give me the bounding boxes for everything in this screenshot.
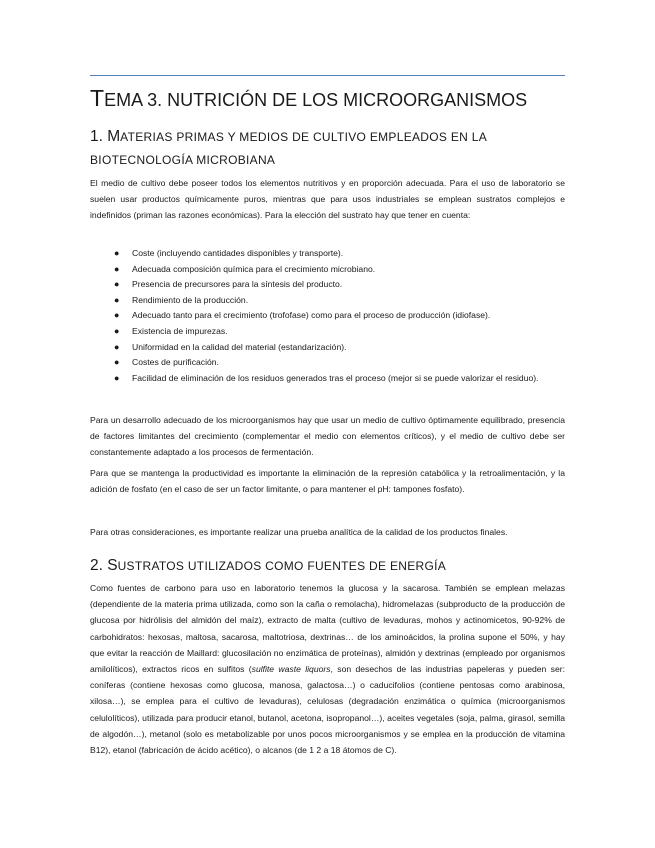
bullet-icon: ● bbox=[114, 372, 120, 383]
list-item: ● Adecuado tanto para el crecimiento (trofofase) como para el proceso de producción (idiofase). bbox=[90, 308, 565, 324]
title-rule bbox=[90, 75, 565, 76]
section-2-heading bbox=[90, 555, 565, 577]
bullet-icon: ● bbox=[114, 263, 120, 274]
bullet-icon: ● bbox=[114, 294, 120, 305]
list-item: ● Facilidad de eliminación de los residuos generados tras el proceso (mejor si se puede valorizar el residuo). bbox=[90, 371, 565, 387]
list-item: ● Rendimiento de la producción. bbox=[90, 293, 565, 309]
list-item: ● Adecuada composición química para el crecimiento microbiano. bbox=[90, 262, 565, 278]
bullet-icon: ● bbox=[114, 357, 120, 368]
section-1-paragraph-3: Para que se mantenga la productividad es importante la eliminación de la represión catabólica y la retroalimentación, y la adición de fosfato (en el caso de ser un factor limitante, o para mantener el pH: tampones fosfato). bbox=[90, 468, 565, 495]
section-2-heading-rest: USTRATOS UTILIZADOS COMO FUENTES DE ENERGÍA bbox=[117, 559, 447, 573]
list-item: ● Costes de purificación. bbox=[90, 355, 565, 371]
title-initial: T bbox=[90, 85, 105, 111]
section-1-heading-line2: BIOTECNOLOGÍA MICROBIANA bbox=[90, 153, 276, 167]
italic-term: sulfite waste liquors bbox=[251, 664, 331, 675]
list-item: ● Existencia de impurezas. bbox=[90, 324, 565, 340]
bullet-icon: ● bbox=[114, 279, 120, 290]
list-item: ● Uniformidad en la calidad del material (estandarización). bbox=[90, 340, 565, 356]
section-1-intro: El medio de cultivo debe poseer todos los elementos nutritivos y en proporción adecuada. Para el uso de laboratorio se suelen usar productos químicamente puros, mientras que para usos industriales se emplean sustratos complejos e indefinidos (priman las razones económicas). Para la elección del sustrato hay que tener en cuenta: bbox=[90, 178, 565, 221]
section-1-heading bbox=[90, 127, 565, 173]
bullet-icon: ● bbox=[114, 248, 120, 258]
list-item: ● Presencia de precursores para la síntesis del producto. bbox=[90, 277, 565, 293]
title-part-2: UTRICIÓN DE LOS MICROORGANISMOS bbox=[180, 90, 528, 110]
section-1-paragraph-2: Para un desarrollo adecuado de los microorganismos hay que usar un medio de cultivo óptimamente equilibrado, presencia de factores limitantes del crecimiento (complementar el medio con elementos críticos), y el medio de cultivo debe ser constantemente adaptado a los procesos de fermentación. bbox=[90, 415, 565, 458]
section-1-paragraph-4: Para otras consideraciones, es importante realizar una prueba analítica de la calidad de los productos finales. bbox=[90, 527, 508, 537]
page-title bbox=[90, 84, 565, 114]
list-item: ● Coste (incluyendo cantidades disponibles y transporte). bbox=[90, 246, 565, 262]
title-part-1: EMA 3. N bbox=[104, 90, 181, 110]
section-2-number: 2. S bbox=[90, 557, 118, 574]
criteria-list bbox=[90, 246, 565, 386]
section-1-heading-rest: ATERIAS PRIMAS Y MEDIOS DE CULTIVO EMPLEADOS EN LA bbox=[120, 130, 488, 144]
section-1-number: 1. M bbox=[90, 128, 121, 145]
section-2-paragraph: Como fuentes de carbono para uso en laboratorio tenemos la glucosa y la sacarosa. También se emplean melazas (dependiente de la materia prima utilizada, como son la caña o remolacha), hidromelazas (subproducto de la producción de glucosa por hidrólisis del almidón del maíz), extracto de malta (cultivo de levaduras, mohos y actinomicetos, 90-92% de carbohidratos: hexosas, maltosa, sacarosa, maltotriosa, dextrinas… de los aminoácidos, la prolina supone el 50%, y hay que evitar la reacción de Maillard: glucosilación no enzimática de proteínas), almidón y dextrinas (empleado por organismos amilolíticos), extractos ricos en sulfitos (sulfite waste liquors, son desechos de las industrias papeleras y pueden ser: coníferas (contiene hexosas como glucosa, manosa, galactosa…) o caducifolios (contiene pentosas como arabinosa, xilosa…), se emplea para el cultivo de levaduras), celulosas (degradación enzimática o química (microorganismos celulolíticos), utilizada para producir etanol, butanol, acetona, isopropanol…), aceites vegetales (soja, palma, girasol, semilla de algodón…), metanol (solo es metabolizable por unos pocos microorganismos y se emplea en la producción de vitamina B12), etanol (fabricación de ácido acético), o alcanos (de 1 2 a 18 átomos de C). bbox=[90, 583, 566, 756]
bullet-icon: ● bbox=[114, 341, 120, 352]
bullet-icon: ● bbox=[114, 310, 120, 321]
bullet-icon: ● bbox=[114, 325, 120, 336]
